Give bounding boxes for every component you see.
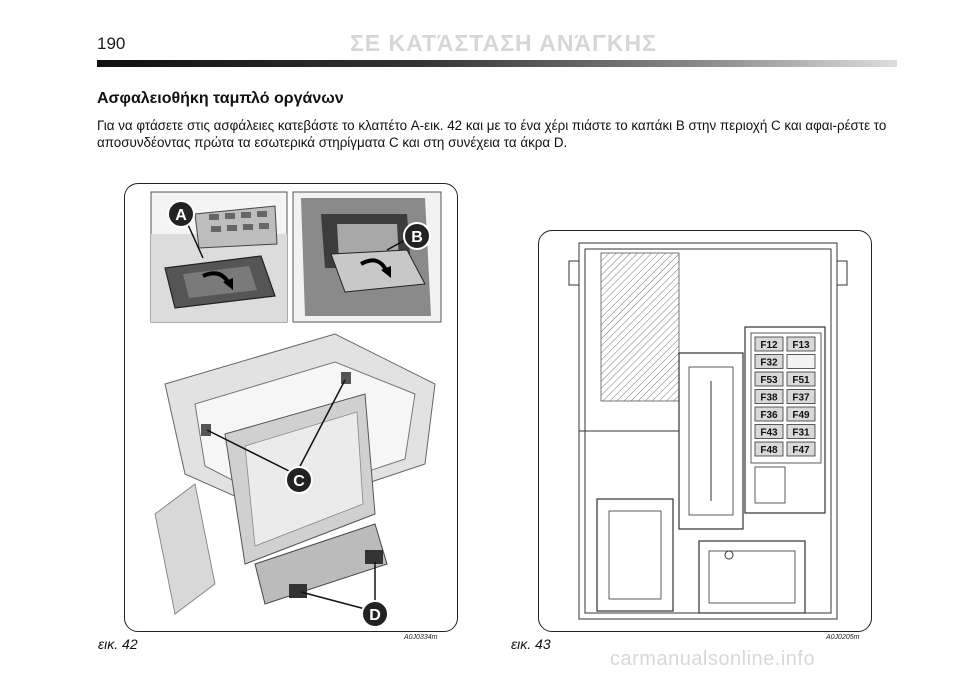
figure-42-illustration — [125, 184, 457, 631]
chapter-title: ΣΕ ΚΑΤΆΣΤΑΣΗ ΑΝΆΓΚΗΣ — [350, 30, 657, 56]
figure-42 — [124, 183, 458, 632]
connector-bottom-right — [699, 541, 805, 613]
figure-43-illustration — [539, 231, 871, 631]
fuse-label: F51 — [792, 375, 810, 386]
fuse-label: F31 — [792, 427, 810, 439]
svg-text:D: D — [369, 607, 381, 624]
fuse-label: F37 — [792, 392, 810, 404]
fuse-label: F13 — [792, 340, 810, 351]
fuse-label: F12 — [760, 340, 778, 351]
page-number: 190 — [97, 34, 126, 53]
fuse-label: F38 — [760, 392, 778, 404]
fuse-label: F49 — [792, 410, 810, 421]
fuse-label: F43 — [760, 427, 778, 439]
figure-42-caption: εικ. 42 — [98, 636, 138, 652]
fuse-label: F53 — [760, 375, 778, 386]
figure-42-code: A0J0334m — [404, 634, 438, 641]
connector-bottom-left — [597, 499, 673, 611]
section-heading: Ασφαλειοθήκη ταμπλό οργάνων — [97, 90, 344, 107]
header-rule — [97, 60, 897, 67]
fuse-label: F32 — [760, 357, 778, 369]
hatched-area — [601, 253, 679, 401]
fuse-label: F48 — [760, 445, 778, 456]
fuse-slot — [787, 355, 815, 369]
inset-panel-b — [293, 192, 441, 322]
fuse-label: F36 — [760, 410, 778, 421]
relay-connector-left — [679, 353, 743, 529]
svg-text:C: C — [293, 473, 305, 490]
svg-text:B: B — [411, 229, 423, 246]
figure-43-code: A0J0205m — [826, 634, 860, 641]
figure-43 — [538, 230, 872, 632]
body-text: Για να φτάσετε στις ασφάλειες κατεβάστε το κλαπέτο A-εικ. 42 και με το ένα χέρι πιάστε το καπάκι B στην περιοχή C και αφαι-ρέστε το αποσυνδέοντας πρώτα τα εσωτερικά στηρίγματα C και στη συνέχεια τα άκρα D. — [97, 118, 887, 150]
fuse-grid — [755, 337, 815, 456]
watermark: carmanualsonline.info — [610, 648, 816, 670]
fuse-label: F47 — [792, 445, 810, 456]
figure-43-caption: εικ. 43 — [511, 636, 551, 652]
svg-text:A: A — [175, 207, 187, 224]
